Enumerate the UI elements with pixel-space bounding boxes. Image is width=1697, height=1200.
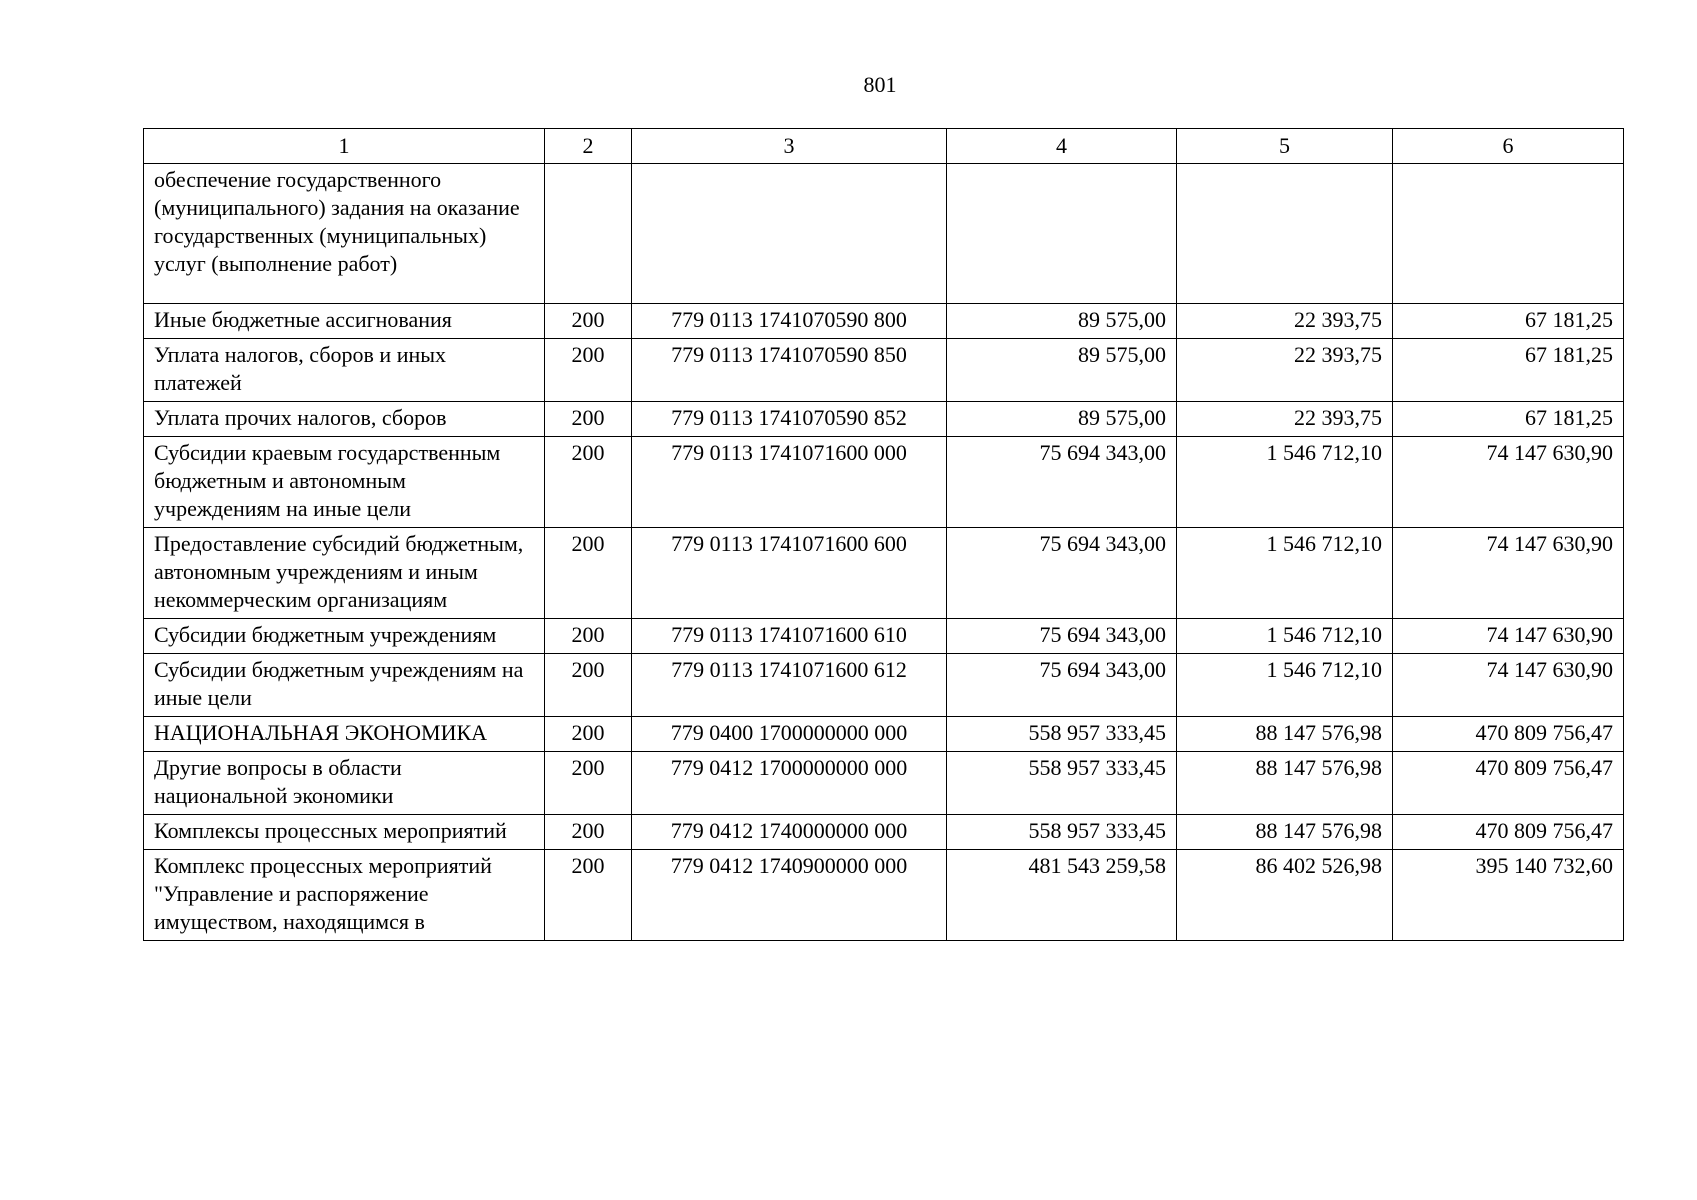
table-row — [144, 528, 1624, 619]
row-code-cell: 200 — [545, 402, 632, 437]
row-name-cell: Субсидии краевым государственным бюджетным и автономным учреждениям на иные цели — [144, 437, 545, 528]
row-col4-cell: 75 694 343,00 — [947, 528, 1177, 619]
row-code-cell: 200 — [545, 654, 632, 717]
row-col6-cell: 74 147 630,90 — [1393, 437, 1624, 528]
table-row — [144, 339, 1624, 402]
row-kbk-cell: 779 0113 1741071600 600 — [632, 528, 947, 619]
row-col5-cell: 22 393,75 — [1177, 402, 1393, 437]
row-name-cell: Комплекс процессных мероприятий "Управление и распоряжение имуществом, находящимся в — [144, 850, 545, 941]
row-col4-cell: 75 694 343,00 — [947, 437, 1177, 528]
row-col6-cell: 67 181,25 — [1393, 339, 1624, 402]
column-header: 2 — [545, 129, 632, 164]
row-name-cell: Комплексы процессных мероприятий — [144, 815, 545, 850]
row-name-cell: Уплата налогов, сборов и иных платежей — [144, 339, 545, 402]
table-row — [144, 815, 1624, 850]
column-header: 3 — [632, 129, 947, 164]
row-code-cell: 200 — [545, 717, 632, 752]
row-col4-cell: 89 575,00 — [947, 402, 1177, 437]
row-col4-cell: 89 575,00 — [947, 304, 1177, 339]
table-row — [144, 437, 1624, 528]
row-col6-cell: 470 809 756,47 — [1393, 815, 1624, 850]
row-col5-cell: 1 546 712,10 — [1177, 619, 1393, 654]
table-header-row — [144, 129, 1624, 164]
row-kbk-cell: 779 0400 1700000000 000 — [632, 717, 947, 752]
column-header: 1 — [144, 129, 545, 164]
row-kbk-cell: 779 0113 1741070590 852 — [632, 402, 947, 437]
row-col5-cell: 88 147 576,98 — [1177, 815, 1393, 850]
page-number: 801 — [863, 72, 897, 97]
row-kbk-cell: 779 0412 1700000000 000 — [632, 752, 947, 815]
row-kbk-cell: 779 0113 1741070590 850 — [632, 339, 947, 402]
table-row — [144, 304, 1624, 339]
row-name-cell: Уплата прочих налогов, сборов — [144, 402, 545, 437]
row-col6-cell: 67 181,25 — [1393, 402, 1624, 437]
row-name-cell: обеспечение государственного (муниципального) задания на оказание государственных (муниципальных) услуг (выполнение работ) — [144, 164, 545, 304]
row-col6-cell: 470 809 756,47 — [1393, 717, 1624, 752]
row-col4-cell: 89 575,00 — [947, 339, 1177, 402]
row-col6-cell: 470 809 756,47 — [1393, 752, 1624, 815]
row-col5-cell: 1 546 712,10 — [1177, 437, 1393, 528]
row-name-cell: Субсидии бюджетным учреждениям на иные цели — [144, 654, 545, 717]
row-col4-cell — [947, 164, 1177, 304]
row-kbk-cell — [632, 164, 947, 304]
table-row — [144, 164, 1624, 304]
row-code-cell: 200 — [545, 815, 632, 850]
row-col5-cell: 22 393,75 — [1177, 339, 1393, 402]
column-header: 6 — [1393, 129, 1624, 164]
row-col6-cell: 395 140 732,60 — [1393, 850, 1624, 941]
row-code-cell: 200 — [545, 437, 632, 528]
table-row — [144, 402, 1624, 437]
row-col5-cell — [1177, 164, 1393, 304]
row-col6-cell: 74 147 630,90 — [1393, 654, 1624, 717]
row-col5-cell: 88 147 576,98 — [1177, 717, 1393, 752]
row-col4-cell: 558 957 333,45 — [947, 717, 1177, 752]
row-code-cell: 200 — [545, 619, 632, 654]
row-code-cell — [545, 164, 632, 304]
row-kbk-cell: 779 0113 1741070590 800 — [632, 304, 947, 339]
row-col4-cell: 481 543 259,58 — [947, 850, 1177, 941]
row-col4-cell: 558 957 333,45 — [947, 752, 1177, 815]
row-kbk-cell: 779 0113 1741071600 000 — [632, 437, 947, 528]
row-kbk-cell: 779 0113 1741071600 612 — [632, 654, 947, 717]
table-row — [144, 717, 1624, 752]
row-name-cell: Другие вопросы в области национальной экономики — [144, 752, 545, 815]
table-row — [144, 619, 1624, 654]
row-name-cell: Субсидии бюджетным учреждениям — [144, 619, 545, 654]
column-header: 4 — [947, 129, 1177, 164]
row-col6-cell: 74 147 630,90 — [1393, 528, 1624, 619]
row-code-cell: 200 — [545, 752, 632, 815]
row-col6-cell — [1393, 164, 1624, 304]
row-col5-cell: 88 147 576,98 — [1177, 752, 1393, 815]
row-col5-cell: 1 546 712,10 — [1177, 654, 1393, 717]
budget-table — [143, 128, 1624, 941]
row-code-cell: 200 — [545, 339, 632, 402]
row-col6-cell: 74 147 630,90 — [1393, 619, 1624, 654]
row-code-cell: 200 — [545, 528, 632, 619]
row-name-cell: НАЦИОНАЛЬНАЯ ЭКОНОМИКА — [144, 717, 545, 752]
row-kbk-cell: 779 0412 1740900000 000 — [632, 850, 947, 941]
row-col6-cell: 67 181,25 — [1393, 304, 1624, 339]
row-kbk-cell: 779 0412 1740000000 000 — [632, 815, 947, 850]
table-row — [144, 654, 1624, 717]
row-col4-cell: 75 694 343,00 — [947, 654, 1177, 717]
row-code-cell: 200 — [545, 850, 632, 941]
row-kbk-cell: 779 0113 1741071600 610 — [632, 619, 947, 654]
row-col5-cell: 1 546 712,10 — [1177, 528, 1393, 619]
row-col4-cell: 75 694 343,00 — [947, 619, 1177, 654]
row-code-cell: 200 — [545, 304, 632, 339]
table-row — [144, 850, 1624, 941]
row-name-cell: Предоставление субсидий бюджетным, автономным учреждениям и иным некоммерческим организациям — [144, 528, 545, 619]
row-col5-cell: 86 402 526,98 — [1177, 850, 1393, 941]
row-col4-cell: 558 957 333,45 — [947, 815, 1177, 850]
row-col5-cell: 22 393,75 — [1177, 304, 1393, 339]
table-row — [144, 752, 1624, 815]
row-name-cell: Иные бюджетные ассигнования — [144, 304, 545, 339]
column-header: 5 — [1177, 129, 1393, 164]
